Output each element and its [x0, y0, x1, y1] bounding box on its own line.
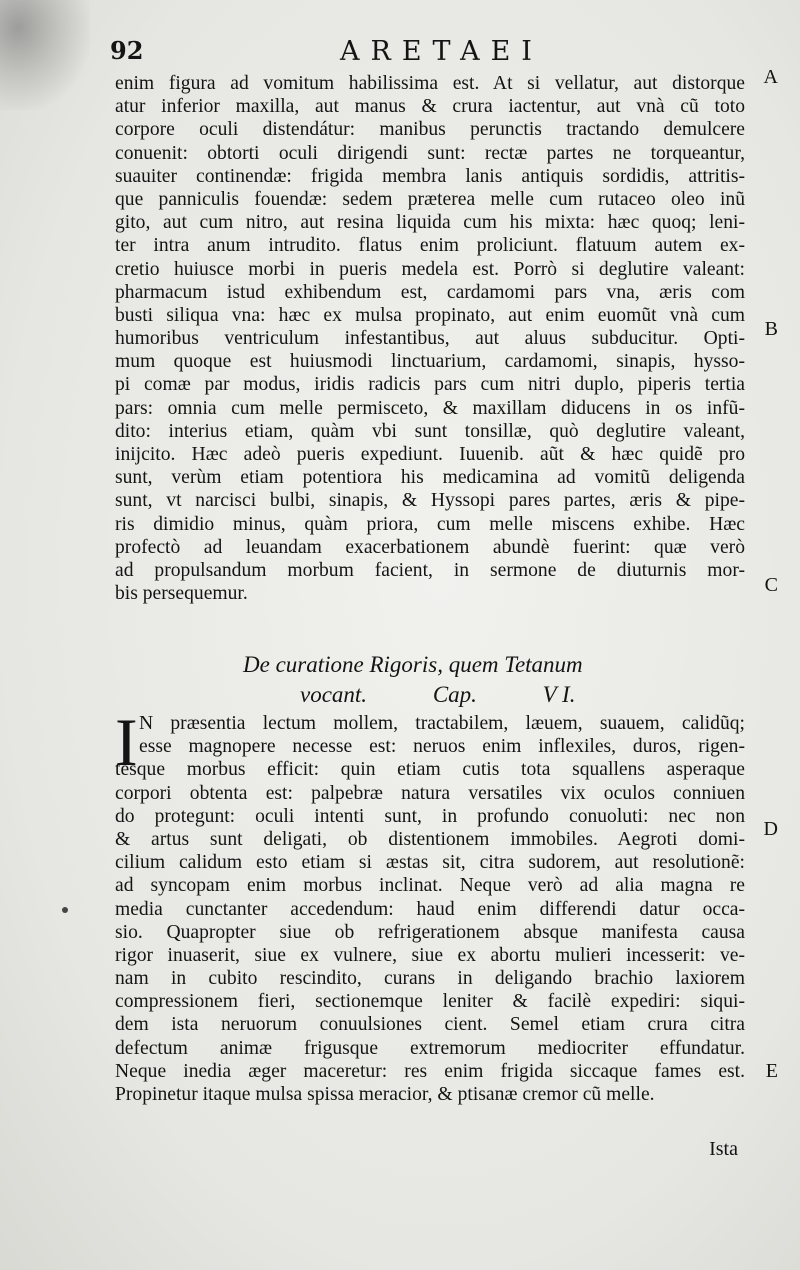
text-line: ter intra anum intrudito. flatus enim proliciunt. flatuum autem ex- [115, 235, 745, 257]
text-line: sio. Quapropter siue ob refrigerationem absque manifesta causa [115, 921, 745, 943]
text-line: dito: interius etiam, quàm vbi sunt tonsillæ, quò deglutire valeant, [115, 420, 745, 442]
chapter-title-word: vocant. [300, 682, 368, 707]
running-head [110, 36, 750, 76]
text-line: suauiter continendæ: frigida membra lanis antiquis sordidis, attritis- [115, 165, 745, 187]
text-line: corpori obtenta est: palpebræ natura versatiles vix oculos conniuen [115, 782, 745, 804]
margin-letter-d: D [763, 818, 778, 840]
text-line: busti siliqua vna: hæc ex mulsa propinato, aut enim euomũt vnà cum [115, 304, 745, 326]
text-line: sunt, verùm etiam potentiora his medicamina ad vomitũ deligenda [115, 467, 745, 489]
text-line: tesque morbus efficit: quin etiam cutis tota squallens asperaque [115, 759, 745, 781]
paragraph-1 [115, 72, 745, 605]
text-line: pharmacum istud exhibendum est, cardamomi pars vna, æris com [115, 281, 745, 303]
paper-stain [0, 0, 90, 110]
text-line: enim figura ad vomitum habilissima est. At si vellatur, aut distorque [115, 73, 745, 94]
text-line: que panniculis fouendæ: sedem præterea melle cum rutaceo oleo inũ [115, 188, 745, 210]
chapter-title-line2 [300, 680, 575, 710]
text-line: rigor inuaserit, siue ex vulnere, siue ex abortu mulieri incesserit: ve- [115, 944, 745, 966]
text-line: Propinetur itaque mulsa spissa meracior, & ptisanæ cremor cũ melle. [115, 1084, 655, 1105]
running-title: ARETAEI [340, 36, 543, 67]
chapter-title-line1: De curatione Rigoris, quem Tetanum [243, 652, 583, 677]
text-line: ris dimidio minus, quàm priora, cum melle miscens exhibe. Hæc [115, 513, 745, 535]
text-line: cretio huiusce morbi in pueris medela est. Porrò si deglutire valeant: [115, 258, 745, 280]
text-line: bis persequemur. [115, 583, 248, 605]
text-line: gito, aut cum nitro, aut resina liquida cum his mixta: hæc quoq; leni- [115, 212, 745, 234]
text-line: cilium calidum esto etiam si æstas sit, citra sudorem, aut resolutionẽ: [115, 852, 745, 874]
text-line: defectum animæ frigusque extremorum mediocriter effundatur. [115, 1037, 745, 1059]
text-line: sunt, vt narcisci bulbi, sinapis, & Hyssopi pares partes, æris & pipe- [115, 490, 745, 512]
chapter-cap-label: Cap. [432, 682, 477, 707]
text-line: & artus sunt deligati, ob distentionem immobiles. Aegroti domi- [115, 828, 745, 850]
text-line: mum quoque est huiusmodi linctuarium, cardamomi, sinapis, hysso- [115, 351, 745, 373]
catchword: Ista [709, 1138, 738, 1160]
margin-letter-e: E [765, 1060, 778, 1082]
text-line: dem ista neruorum conuulsiones cient. Semel etiam crura citra [115, 1014, 745, 1036]
text-line: humoribus ventriculum infestantibus, aut aluus subducitur. Opti- [115, 328, 745, 350]
text-line: pars: omnia cum melle permisceto, & maxillam diducens in os infũ- [115, 397, 745, 419]
text-line: atur inferior maxilla, aut manus & crura iactentur, aut vnà cũ toto [115, 96, 745, 118]
text-line: do protegunt: oculi intenti sunt, in profundo conuoluti: nec non [115, 805, 745, 827]
drop-capital: I [115, 704, 138, 780]
text-line: Neque inedia æger maceretur: res enim frigida siccaque fames est. [115, 1060, 745, 1082]
paragraph-2 [115, 704, 745, 1106]
text-line: nam in cubito rescindito, curans in deligando brachio laxiorem [115, 968, 745, 990]
text-line: media cunctanter accedendum: haud enim differendi datur occa- [115, 898, 745, 920]
margin-letter-a: A [763, 66, 778, 88]
ink-dot [62, 907, 68, 913]
text-line: profectò ad leuandam exacerbationem abundè fuerint: quæ verò [115, 536, 745, 558]
text-line: pi comæ par modus, iridis radicis pars cum nitri duplo, piperis tertia [115, 374, 745, 396]
margin-letter-c: C [764, 574, 778, 596]
text-line: ad syncopam enim morbus inclinat. Neque verò ad alia magna re [115, 875, 745, 897]
text-line: inijcito. Hæc adeò pueris expediunt. Iuuenib. aũt & hæc quidẽ pro [115, 444, 745, 465]
page-number: 92 [110, 36, 144, 65]
chapter-number: V I. [542, 682, 576, 707]
text-line: N præsentia lectum mollem, tractabilem, læuem, suauem, calidũq; [139, 713, 745, 734]
text-line: esse magnopere necesse est: neruos enim inflexiles, duros, rigen- [139, 736, 745, 758]
text-line: conuenit: obtorti oculi dirigendi sunt: rectæ partes ne torqueantur, [115, 142, 745, 164]
text-line: ad propulsandum morbum facient, in sermone de diuturnis mor- [115, 559, 745, 581]
margin-letter-b: B [764, 318, 778, 340]
text-line: corpore oculi distendátur: manibus perunctis tractando demulcere [115, 119, 745, 141]
text-line: compressionem fieri, sectionemque leniter & facilè expediri: siqui- [115, 991, 745, 1013]
